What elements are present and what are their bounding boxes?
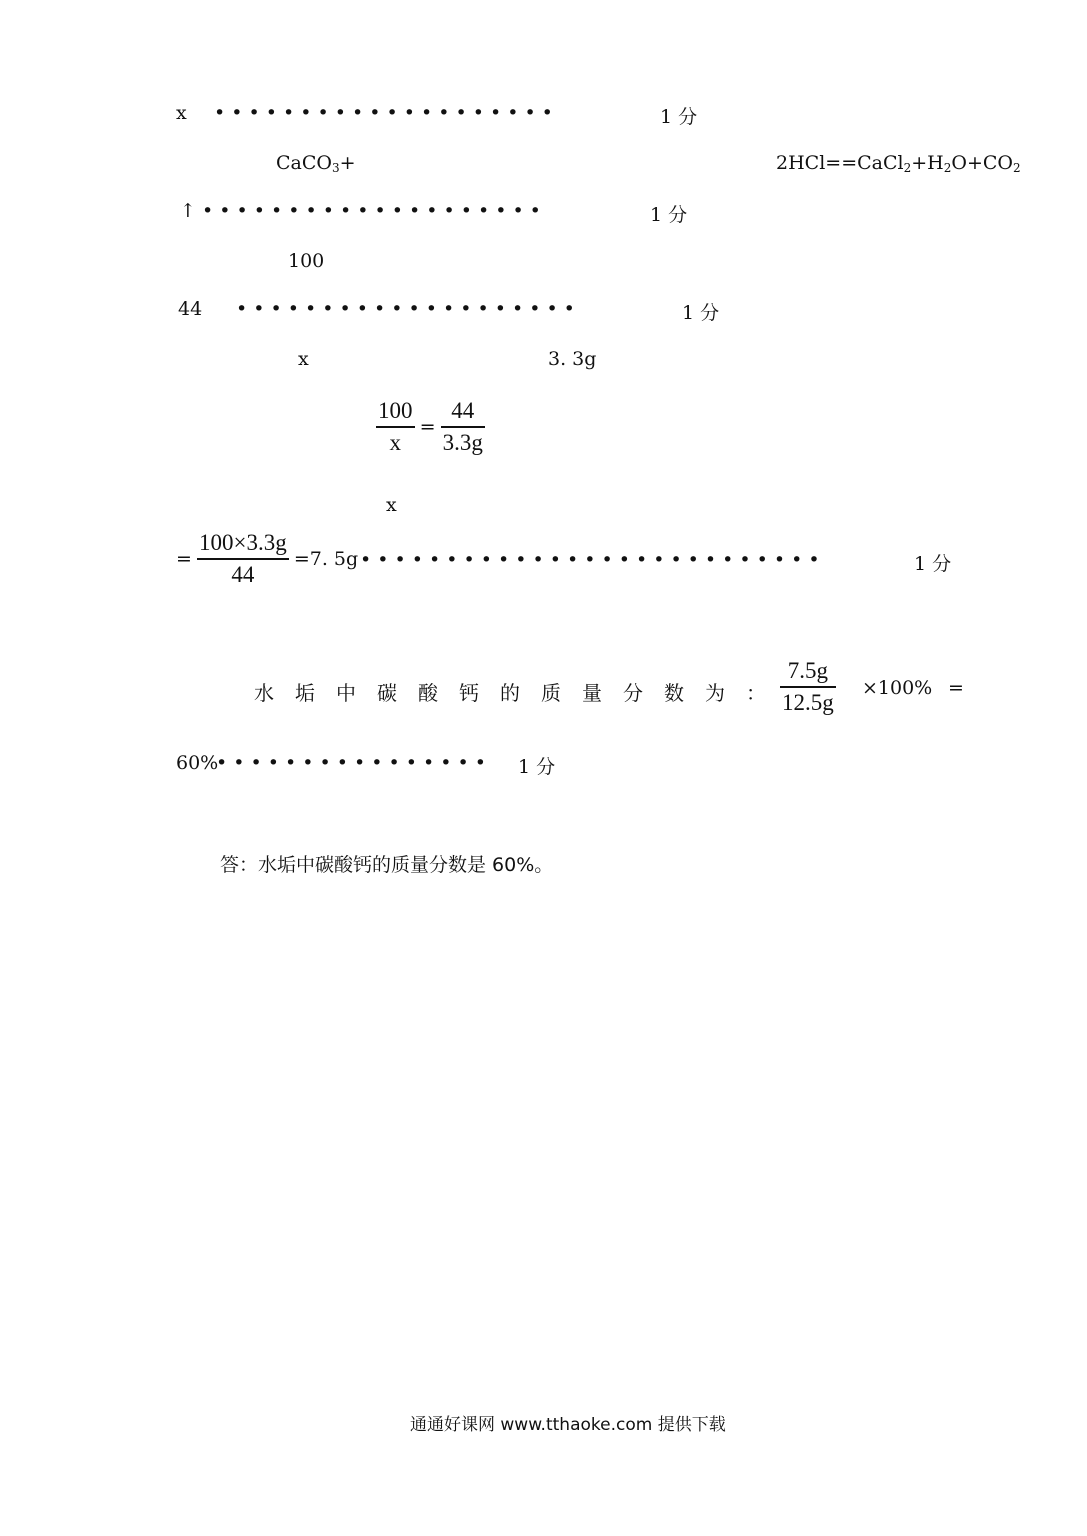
fraction-calc: $\frac{100\times 3.3g}{44}$ — [199, 530, 287, 587]
leader-dots: • • • • • • • • • • • • • • • • • • • • — [236, 298, 575, 320]
molar-mass-co2: 44 — [178, 298, 203, 320]
score-mark: 1 分 — [682, 302, 720, 324]
percentage-result: 60% — [176, 752, 219, 774]
variable-x: x — [176, 102, 187, 124]
reaction-rest: $2HCl==CaCl_2+H_2O+CO_2$ — [776, 152, 1021, 175]
co2-mass: 3. 3g — [548, 348, 597, 370]
fraction-percentage: $\frac{7.5g}{12.5g}$ — [782, 658, 834, 715]
page-footer: 通通好课网 www.tthaoke.com 提供下载 — [410, 1415, 726, 1435]
score-mark: 1 分 — [660, 106, 698, 128]
score-mark: 1 分 — [518, 756, 556, 778]
leader-dots: • • • • • • • • • • • • • • • • • • • • — [202, 200, 541, 222]
score-mark: 1 分 — [650, 204, 688, 226]
leader-dots: • • • • • • • • • • • • • • • • — [216, 752, 486, 774]
gas-arrow: ↑ — [180, 200, 196, 222]
molar-mass-caco3: 100 — [288, 250, 325, 272]
proportion-equation: $\frac{100}{x}$ = $\frac{44}{3.3g}$ — [378, 398, 483, 455]
times-100-percent: ×100% — [862, 677, 933, 699]
score-mark: 1 分 — [914, 553, 952, 575]
unknown-x: x — [386, 494, 397, 516]
fraction-left: $\frac{100}{x}$ — [378, 398, 413, 455]
leader-dots: • • • • • • • • • • • • • • • • • • • • — [214, 102, 553, 124]
unknown-x: x — [298, 348, 309, 370]
percentage-statement: 水垢中碳酸钙的质量分数为： — [254, 681, 787, 705]
equals-sign: = — [948, 677, 964, 699]
fraction-right: $\frac{44}{3.3g}$ — [442, 398, 483, 455]
reactant-caco3: CaCO$_3$+ — [276, 152, 356, 175]
calculation-x: = $\frac{100\times 3.3g}{44}$ =7. 5g — [176, 530, 359, 587]
final-answer: 答：水垢中碳酸钙的质量分数是 60%。 — [220, 854, 554, 876]
leader-dots: • • • • • • • • • • • • • • • • • • • • • • • • • • • — [360, 549, 820, 571]
